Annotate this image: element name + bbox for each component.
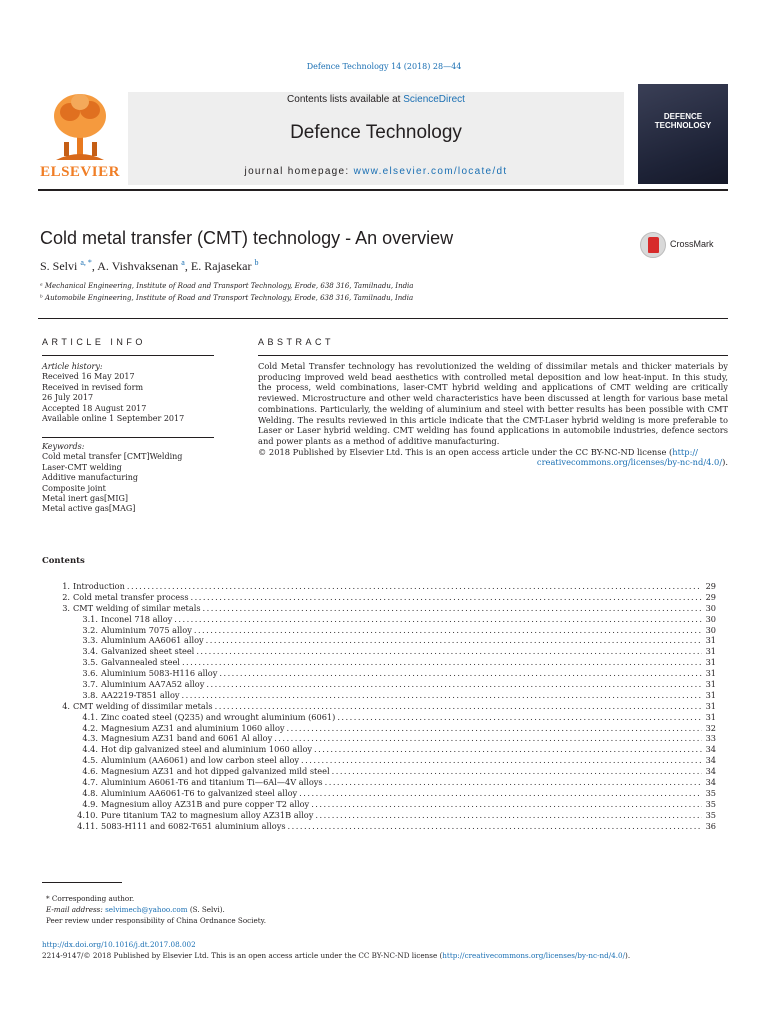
toc-leader-dots xyxy=(182,690,702,701)
contents-heading: Contents xyxy=(42,556,85,566)
toc-entry[interactable] xyxy=(40,657,716,668)
toc-number: 3.1. xyxy=(82,613,98,624)
header-rule xyxy=(38,189,728,191)
toc-entry[interactable] xyxy=(40,679,716,690)
toc-title[interactable]: Galvanized sheet steel xyxy=(101,646,195,657)
toc-page-number[interactable]: 31 xyxy=(705,668,716,679)
toc-page-number[interactable]: 34 xyxy=(705,766,716,777)
toc-leader-dots xyxy=(206,635,702,646)
toc-entry[interactable] xyxy=(40,766,716,777)
toc-number: 4. xyxy=(62,700,70,711)
toc-leader-dots xyxy=(274,733,702,744)
toc-title[interactable]: Introduction xyxy=(73,581,125,591)
keywords-rule xyxy=(42,437,214,438)
toc-page-number[interactable]: 34 xyxy=(705,744,716,755)
email-owner: (S. Selvi). xyxy=(189,905,225,914)
toc-leader-dots xyxy=(332,766,702,777)
copyright-text: 2214-9147/© 2018 Published by Elsevier Ltd. This is an open access article under the CC BY-NC-ND license ( xyxy=(42,951,443,960)
email-note xyxy=(46,904,266,915)
toc-page-number[interactable]: 32 xyxy=(705,722,716,733)
toc-leader-dots xyxy=(219,668,702,679)
keyword: Composite joint xyxy=(42,483,106,493)
toc-number: 3.2. xyxy=(82,624,98,635)
sciencedirect-link[interactable]: ScienceDirect xyxy=(403,94,465,105)
toc-number: 3. xyxy=(62,602,70,613)
toc-title[interactable]: Aluminium 5083-H116 alloy xyxy=(101,668,218,679)
toc-number: 3.5. xyxy=(82,657,98,668)
journal-title: Defence Technology xyxy=(290,122,462,143)
history-label: Article history: xyxy=(42,362,103,371)
cover-title xyxy=(638,112,728,130)
author-name: E. Rajasekar xyxy=(190,259,252,273)
toc-title[interactable]: 5083-H111 and 6082-T651 aluminium alloys xyxy=(101,820,286,831)
toc-page-number[interactable]: 31 xyxy=(705,679,716,690)
toc-leader-dots xyxy=(127,581,702,592)
toc-page-number[interactable]: 30 xyxy=(705,624,716,635)
abstract-license-end: ). xyxy=(722,457,728,468)
toc-page-number[interactable]: 31 xyxy=(705,711,716,722)
toc-title[interactable]: Pure titanium TA2 to magnesium alloy AZ31B alloy xyxy=(101,809,314,820)
toc-entry[interactable] xyxy=(40,603,716,614)
toc-leader-dots xyxy=(287,723,702,734)
history-item: Accepted 18 August 2017 xyxy=(42,403,147,413)
author-name: S. Selvi xyxy=(40,259,78,273)
history-item: 26 July 2017 xyxy=(42,393,94,403)
toc-title[interactable]: Cold metal transfer process xyxy=(73,591,189,602)
history-item: Received 16 May 2017 xyxy=(42,372,135,382)
toc-entry[interactable] xyxy=(40,581,716,592)
toc-entry[interactable] xyxy=(40,810,716,821)
toc-entry[interactable] xyxy=(40,821,716,832)
toc-entry[interactable] xyxy=(40,646,716,657)
abstract-heading: ABSTRACT xyxy=(258,337,335,347)
cover-title-line-1: DEFENCE xyxy=(663,112,703,121)
affiliation-rule xyxy=(38,318,728,319)
toc-title[interactable]: Magnesium AZ31 and hot dipped galvanized mild steel xyxy=(101,766,330,777)
toc-leader-dots xyxy=(314,744,702,755)
license-link-part-2[interactable]: creativecommons.org/licenses/by-nc-nd/4.0/ xyxy=(536,457,723,468)
toc-entry[interactable] xyxy=(40,614,716,625)
toc-leader-dots xyxy=(191,592,702,603)
toc-title[interactable]: Aluminium A6061-T6 and titanium Ti—6Al—4V alloys xyxy=(101,777,323,788)
article-history xyxy=(42,362,214,424)
toc-page-number[interactable]: 31 xyxy=(705,635,716,646)
toc-title[interactable]: Hot dip galvanized steel and aluminium 1060 alloy xyxy=(101,744,313,755)
author-list: S. Selvi $^{a, *}$, A. Vishvaksenan $^a$, E. Rajasekar $^b$ xyxy=(40,258,259,273)
license-link-part-1[interactable]: http:// xyxy=(672,446,698,457)
elsevier-wordmark: ELSEVIER xyxy=(40,164,120,180)
toc-leader-dots xyxy=(288,821,702,832)
toc-entry[interactable] xyxy=(40,723,716,734)
copyright-end: ). xyxy=(625,951,631,960)
toc-title[interactable]: Aluminium AA6061-T6 to galvanized steel alloy xyxy=(101,787,298,798)
homepage-label: journal homepage: xyxy=(244,166,350,177)
toc-number: 4.8. xyxy=(82,787,98,798)
toc-page-number[interactable]: 30 xyxy=(705,613,716,624)
toc-number: 3.6. xyxy=(82,668,98,679)
toc-entry[interactable] xyxy=(40,777,716,788)
toc-title[interactable]: Aluminium 7075 alloy xyxy=(101,624,192,635)
toc-page-number[interactable]: 36 xyxy=(705,820,716,831)
toc-leader-dots xyxy=(311,799,702,810)
author-affiliation-link[interactable]: a xyxy=(181,258,185,267)
homepage-link[interactable]: www.elsevier.com/locate/dt xyxy=(353,166,508,177)
doi-link[interactable]: http://dx.doi.org/10.1016/j.dt.2017.08.002 xyxy=(42,940,196,949)
article-title: Cold metal transfer (CMT) technology - An overview xyxy=(40,228,454,248)
elsevier-logo[interactable] xyxy=(38,90,122,184)
toc-entry[interactable] xyxy=(40,635,716,646)
contents-lists-line xyxy=(128,94,624,105)
abstract-license-line xyxy=(258,447,728,458)
toc-page-number[interactable]: 29 xyxy=(705,591,716,602)
toc-entry[interactable] xyxy=(40,733,716,744)
crossmark-label: CrossMark xyxy=(670,239,714,249)
toc-title[interactable]: Inconel 718 alloy xyxy=(101,613,173,624)
author-affiliation-link[interactable]: a, * xyxy=(80,258,92,267)
toc-title[interactable]: Aluminium AA7A52 alloy xyxy=(101,679,205,690)
toc-page-number[interactable]: 29 xyxy=(705,581,716,591)
author-affiliation-link[interactable]: b xyxy=(254,258,259,267)
toc-page-number[interactable]: 35 xyxy=(705,809,716,820)
toc-page-number[interactable]: 34 xyxy=(705,755,716,766)
toc-number: 3.8. xyxy=(82,689,98,700)
toc-entry[interactable] xyxy=(40,592,716,603)
copyright-license-link[interactable]: http://creativecommons.org/licenses/by-nc-nd/4.0/ xyxy=(442,951,626,960)
crossmark-button[interactable] xyxy=(640,232,735,258)
toc-number: 4.5. xyxy=(82,755,98,766)
keyword: Metal inert gas[MIG] xyxy=(42,494,129,504)
toc-entry[interactable] xyxy=(40,625,716,636)
affiliation-a: ᵃ Mechanical Engineering, Institute of Road and Transport Technology, Erode, 638 316, Tamilnadu, India xyxy=(40,282,414,290)
toc-page-number[interactable]: 31 xyxy=(705,657,716,668)
toc-number: 4.3. xyxy=(82,733,98,744)
contents-lists-label: Contents lists available at xyxy=(287,94,401,105)
keyword: Metal active gas[MAG] xyxy=(42,504,136,514)
toc-page-number[interactable]: 35 xyxy=(705,787,716,798)
toc-title[interactable]: Galvannealed steel xyxy=(101,657,180,668)
keyword: Laser-CMT welding xyxy=(42,462,122,472)
toc-number: 1. xyxy=(62,581,70,591)
peer-review-note: Peer review under responsibility of China Ordnance Society. xyxy=(46,916,267,925)
toc-entry[interactable] xyxy=(40,799,716,810)
journal-cover-image[interactable] xyxy=(638,84,728,184)
author-name: A. Vishvaksenan xyxy=(97,259,179,273)
toc-leader-dots xyxy=(194,625,702,636)
toc-entry[interactable] xyxy=(40,701,716,712)
abstract-license-text: © 2018 Published by Elsevier Ltd. This is an open access article under the CC BY-NC-ND license ( xyxy=(258,446,673,457)
toc-leader-dots xyxy=(182,657,702,668)
footnotes xyxy=(46,893,266,926)
toc-page-number[interactable]: 34 xyxy=(705,777,716,788)
article-info-heading: ARTICLE INFO xyxy=(42,337,146,347)
crossmark-icon xyxy=(640,232,666,258)
toc-number: 4.6. xyxy=(82,766,98,777)
article-info-rule xyxy=(42,355,214,356)
toc-leader-dots xyxy=(301,755,702,766)
toc-entry[interactable] xyxy=(40,788,716,799)
abstract-body xyxy=(258,361,728,468)
toc-page-number[interactable]: 35 xyxy=(705,798,716,809)
keywords-list xyxy=(42,442,214,515)
toc-leader-dots xyxy=(174,614,702,625)
toc-title[interactable]: Magnesium alloy AZ31B and pure copper T2 alloy xyxy=(101,798,310,809)
toc-leader-dots xyxy=(203,603,702,614)
email-link[interactable]: selvimech@yahoo.com xyxy=(105,905,188,914)
toc-number: 4.9. xyxy=(82,798,98,809)
toc-number: 4.2. xyxy=(82,722,98,733)
copyright-line xyxy=(42,951,630,960)
toc-number: 4.7. xyxy=(82,777,98,788)
toc-entry[interactable] xyxy=(40,744,716,755)
toc-leader-dots xyxy=(325,777,702,788)
toc-entry[interactable] xyxy=(40,712,716,723)
toc-page-number[interactable]: 31 xyxy=(705,700,716,711)
keyword: Cold metal transfer [CMT]Welding xyxy=(42,452,183,462)
journal-homepage xyxy=(128,166,624,177)
toc-title[interactable]: CMT welding of dissimilar metals xyxy=(73,700,213,711)
toc-number: 4.4. xyxy=(82,744,98,755)
toc-title[interactable]: CMT welding of similar metals xyxy=(73,602,201,613)
footnote-rule xyxy=(42,882,122,883)
toc-title[interactable]: Aluminium AA6061 alloy xyxy=(101,635,204,646)
toc-number: 4.10. xyxy=(77,809,98,820)
table-of-contents xyxy=(40,581,716,831)
abstract-text: Cold Metal Transfer technology has revolutionized the welding of dissimilar metals and thicker materials by producing improved weld bead aesthetics with controlled metal deposition and low heat-input. In this study, the process, weld combinations, laser-CMT hybrid welding and applications of CMT welding are critically reviewed. Microstructure and other weld characteristics have been discussed at length for various base metal combinations. Particularly, the welding of aluminium and steel with better results has been possible with CMT Welding. The results reviewed in this article indicate that the CMT-Laser hybrid welding is more preferable to Laser or Laser hybrid welding. CMT welding has found applications in automobile industries, defence sectors and power plants as a method of additive manufacturing. xyxy=(258,361,728,446)
toc-number: 3.4. xyxy=(82,646,98,657)
toc-leader-dots xyxy=(196,646,702,657)
email-label: E-mail address: xyxy=(46,905,103,914)
toc-number: 3.7. xyxy=(82,679,98,690)
history-item: Received in revised form xyxy=(42,382,144,392)
affiliation-b: ᵇ Automobile Engineering, Institute of Road and Transport Technology, Erode, 638 316, Tamilnadu, India xyxy=(40,294,414,302)
toc-leader-dots xyxy=(215,701,702,712)
corresponding-author-note: * Corresponding author. xyxy=(46,894,135,903)
toc-page-number[interactable]: 33 xyxy=(705,733,716,744)
toc-number: 3.3. xyxy=(82,635,98,646)
toc-page-number[interactable]: 30 xyxy=(705,602,716,613)
history-item: Available online 1 September 2017 xyxy=(42,414,185,424)
toc-title[interactable]: Zinc coated steel (Q235) and wrought aluminium (6061) xyxy=(101,711,336,722)
toc-leader-dots xyxy=(299,788,702,799)
toc-title[interactable]: Aluminium (AA6061) and low carbon steel alloy xyxy=(101,755,300,766)
toc-number: 4.11. xyxy=(77,820,98,831)
cover-title-line-2: TECHNOLOGY xyxy=(654,121,712,130)
toc-number: 2. xyxy=(62,591,70,602)
toc-entry[interactable] xyxy=(40,755,716,766)
abstract-license-line-2 xyxy=(258,457,728,468)
keyword: Additive manufacturing xyxy=(42,473,139,483)
toc-title[interactable]: Magnesium AZ31 and aluminium 1060 alloy xyxy=(101,722,285,733)
journal-reference[interactable]: Defence Technology 14 (2018) 28—44 xyxy=(306,62,462,71)
toc-page-number[interactable]: 31 xyxy=(705,689,716,700)
toc-title[interactable]: AA2219-T851 alloy xyxy=(101,689,180,700)
elsevier-tree-icon xyxy=(50,90,110,162)
toc-entry[interactable] xyxy=(40,690,716,701)
keywords-label: Keywords: xyxy=(42,442,85,451)
toc-number: 4.1. xyxy=(82,711,98,722)
toc-entry[interactable] xyxy=(40,668,716,679)
toc-leader-dots xyxy=(337,712,702,723)
toc-title[interactable]: Magnesium AZ31 band and 6061 Al alloy xyxy=(101,733,273,744)
toc-leader-dots xyxy=(206,679,702,690)
abstract-rule xyxy=(258,355,728,356)
toc-leader-dots xyxy=(315,810,702,821)
toc-page-number[interactable]: 31 xyxy=(705,646,716,657)
